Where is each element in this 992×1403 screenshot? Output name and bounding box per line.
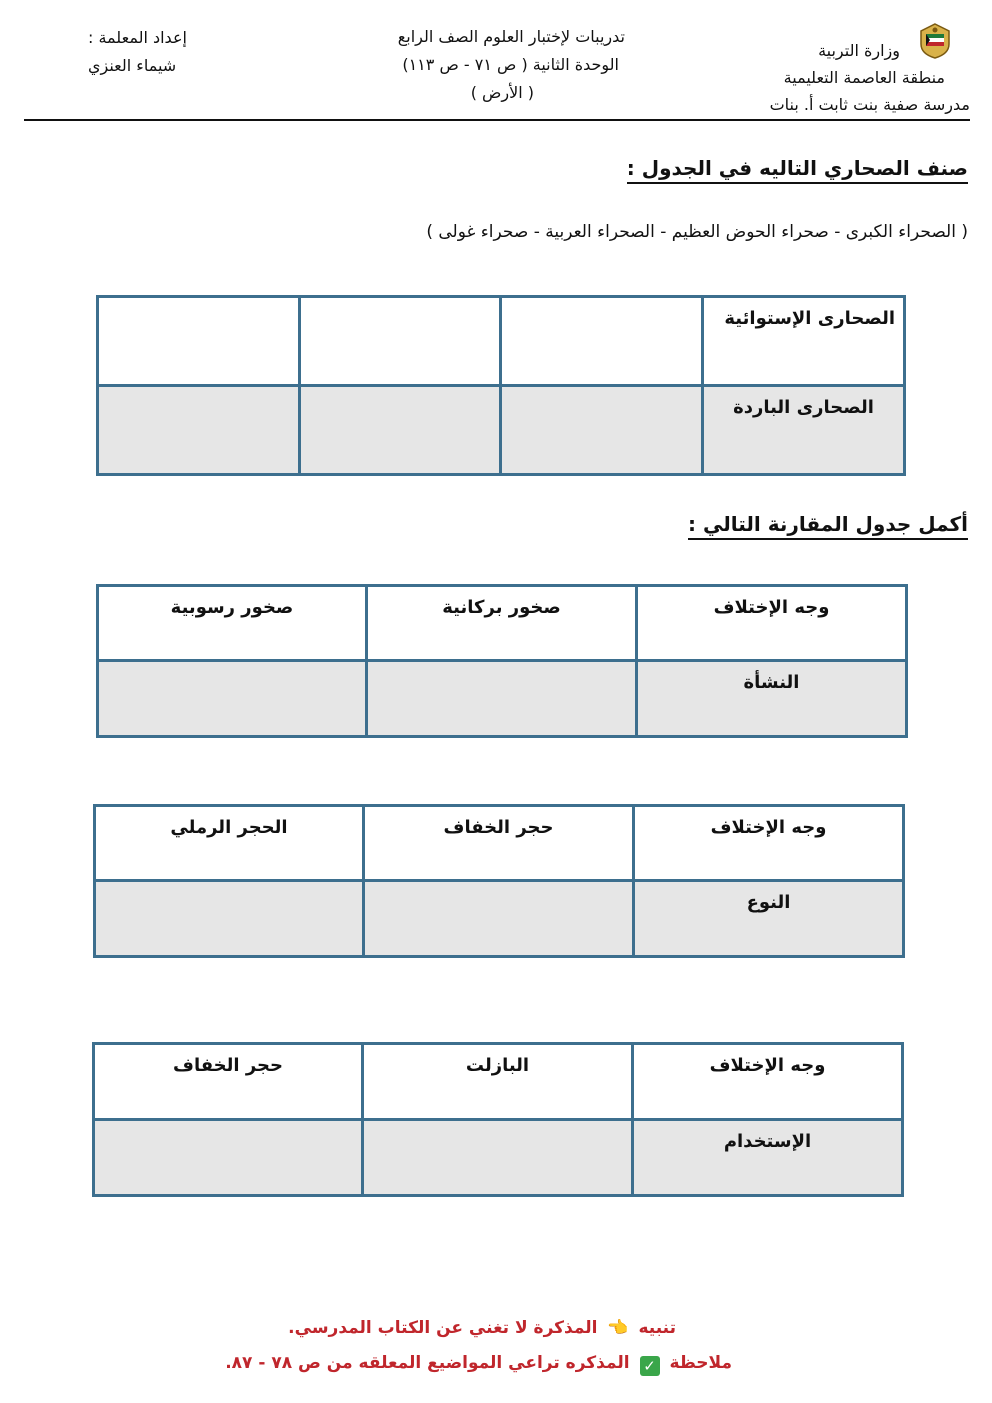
- warning-text: المذكرة لا تغني عن الكتاب المدرسي.: [288, 1318, 598, 1338]
- answer-cell[interactable]: [94, 1120, 363, 1196]
- cold-deserts-label: الصحارى الباردة: [703, 386, 905, 475]
- unit-pages: الوحدة الثانية ( ص ٧١ - ص ١١٣): [402, 55, 619, 74]
- answer-cell[interactable]: [364, 881, 634, 957]
- answer-cell[interactable]: [501, 297, 703, 386]
- answer-cell[interactable]: [299, 386, 501, 475]
- school-name: مدرسة صفية بنت ثابت أ. بنات: [769, 95, 970, 114]
- teacher-name: شيماء العنزي: [88, 56, 177, 75]
- kuwait-emblem-icon: [918, 22, 952, 60]
- column-header: حجر الخفاف: [94, 1044, 363, 1120]
- answer-cell[interactable]: [501, 386, 703, 475]
- answer-cell[interactable]: [95, 881, 364, 957]
- warning-label: تنبيه: [638, 1318, 676, 1338]
- column-header: البازلت: [363, 1044, 633, 1120]
- answer-cell[interactable]: [367, 661, 637, 737]
- table-row: [98, 661, 907, 737]
- answer-cell[interactable]: [98, 661, 367, 737]
- prepared-by-label: إعداد المعلمة :: [88, 28, 187, 47]
- warning-note: [288, 1318, 676, 1338]
- check-mark-icon: ✓: [640, 1356, 660, 1376]
- section1-title: صنف الصحاري التاليه في الجدول :: [627, 156, 968, 184]
- rock-type-table: [93, 804, 905, 958]
- tropical-deserts-row: [98, 297, 905, 386]
- column-header: الحجر الرملي: [95, 806, 364, 881]
- row-label: الإستخدام: [633, 1120, 903, 1196]
- table-header-row: [98, 586, 907, 661]
- deserts-list: ( الصحراء الكبرى - صحراء الحوض العظيم - الصحراء العربية - صحراء غولى ): [426, 222, 968, 242]
- row-label: النشأة: [637, 661, 907, 737]
- header-divider: [24, 119, 970, 121]
- ministry-name: وزارة التربية: [818, 41, 900, 60]
- tropical-deserts-label: الصحارى الإستوائية: [703, 297, 905, 386]
- difference-aspect-header: وجه الإختلاف: [634, 806, 904, 881]
- section2-title: أكمل جدول المقارنة التالي :: [688, 512, 968, 540]
- answer-cell[interactable]: [299, 297, 501, 386]
- note-text: المذكره تراعي المواضيع المعلقه من ص ٧٨ - ٨٧.: [225, 1353, 630, 1373]
- district-name: منطقة العاصمة التعليمية: [783, 68, 945, 87]
- column-header: حجر الخفاف: [364, 806, 634, 881]
- table-header-row: [94, 1044, 903, 1120]
- difference-aspect-header: وجه الإختلاف: [633, 1044, 903, 1120]
- table-row: [95, 881, 904, 957]
- column-header: صخور بركانية: [367, 586, 637, 661]
- difference-aspect-header: وجه الإختلاف: [637, 586, 907, 661]
- rock-use-table: [92, 1042, 904, 1197]
- note-label: ملاحظة: [669, 1353, 732, 1373]
- exam-title: تدريبات لإختبار العلوم الصف الرابع: [397, 27, 625, 46]
- column-header: صخور رسوبية: [98, 586, 367, 661]
- answer-cell[interactable]: [98, 386, 300, 475]
- table-row: [94, 1120, 903, 1196]
- answer-cell[interactable]: [363, 1120, 633, 1196]
- cold-deserts-row: [98, 386, 905, 475]
- remark-note: [225, 1353, 732, 1376]
- answer-cell[interactable]: [98, 297, 300, 386]
- deserts-table: [96, 295, 906, 476]
- pointing-hand-icon: 👈: [607, 1318, 629, 1338]
- row-label: النوع: [634, 881, 904, 957]
- unit-topic: ( الأرض ): [470, 83, 534, 102]
- table-header-row: [95, 806, 904, 881]
- rocks-origin-table: [96, 584, 908, 738]
